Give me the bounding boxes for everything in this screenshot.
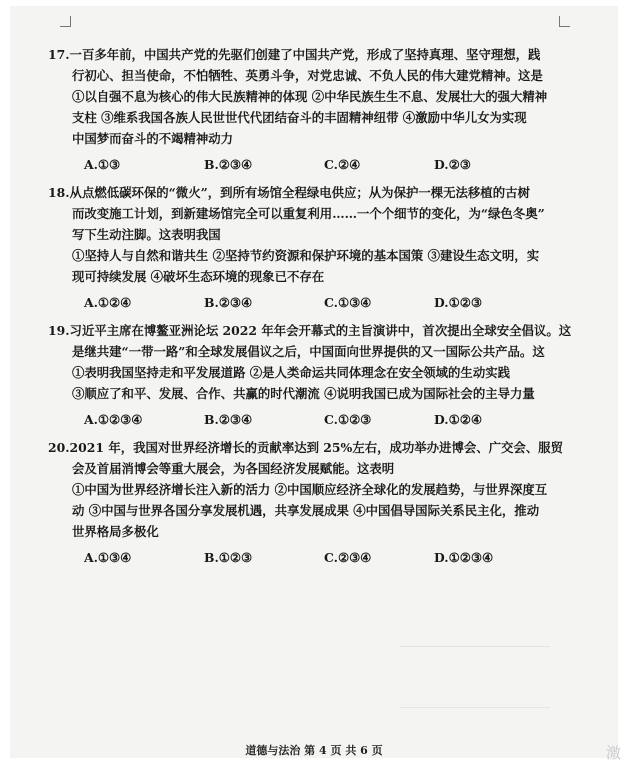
choice-b: B.②③④ bbox=[204, 412, 253, 427]
question-20 bbox=[48, 437, 608, 568]
stem-line: 17.一百多年前，中国共产党的先驱们创建了中国共产党，形成了坚持真理、坚守理想，践 bbox=[48, 47, 541, 62]
choice-b: B.②③④ bbox=[204, 295, 253, 310]
question-19 bbox=[48, 320, 608, 430]
question-17-choices bbox=[84, 154, 608, 175]
question-17 bbox=[48, 44, 608, 175]
stem-line: 会及首届消博会等重大展会，为各国经济发展赋能。这表明 bbox=[72, 461, 395, 476]
choice-d: D.①②④ bbox=[434, 412, 482, 427]
stem-line: 19.习近平主席在博鳌亚洲论坛 2022 年年会开幕式的主旨演讲中，首次提出全球安全倡议。这 bbox=[48, 323, 572, 338]
choice-b: B.①②③ bbox=[204, 550, 253, 565]
question-20-choices bbox=[84, 547, 608, 568]
question-17-options bbox=[48, 86, 608, 149]
crop-mark-top-right bbox=[559, 16, 570, 27]
option-line: 世界格局多极化 bbox=[72, 524, 159, 539]
choice-d: D.①②③ bbox=[434, 295, 482, 310]
option-line: ①中国为世界经济增长注入新的活力 ②中国顺应经济全球化的发展趋势，与世界深度互 bbox=[72, 482, 548, 497]
option-line: 现可持续发展 ④破坏生态环境的现象已不存在 bbox=[72, 269, 325, 284]
stem-line: 写下生动注脚。这表明我国 bbox=[72, 227, 221, 242]
question-19-options bbox=[48, 362, 608, 404]
choice-a: A.①②③④ bbox=[84, 412, 143, 427]
question-20-stem bbox=[48, 437, 608, 479]
option-line: 中国梦而奋斗的不竭精神动力 bbox=[72, 131, 234, 146]
option-line: ③顺应了和平、发展、合作、共赢的时代潮流 ④说明我国已成为国际社会的主导力量 bbox=[72, 386, 535, 401]
stem-line: 是继共建“一带一路”和全球发展倡议之后，中国面向世界提供的又一国际公共产品。这 bbox=[72, 344, 545, 359]
question-19-stem bbox=[48, 320, 608, 362]
stem-line: 20.2021 年，我国对世界经济增长的贡献率达到 25%左右，成功举办进博会、广交会、服贸 bbox=[48, 440, 563, 455]
question-18-choices bbox=[84, 292, 608, 313]
page-footer: 道德与法治 第 4 页 共 6 页 bbox=[245, 744, 383, 757]
choice-a: A.①③ bbox=[84, 157, 121, 172]
option-line: ①以自强不息为核心的伟大民族精神的体现 ②中华民族生生不息、发展壮大的强大精神 bbox=[72, 89, 548, 104]
question-list bbox=[48, 44, 608, 570]
choice-a: A.①③④ bbox=[84, 550, 132, 565]
show-through-lines bbox=[400, 646, 550, 708]
choice-c: C.②③④ bbox=[324, 550, 372, 565]
question-18-options bbox=[48, 245, 608, 287]
choice-d: D.②③ bbox=[434, 157, 471, 172]
stem-line: 行初心、担当使命，不怕牺牲、英勇斗争，对党忠诚、不负人民的伟大建党精神。这是 bbox=[72, 68, 543, 83]
option-line: 支柱 ③维系我国各族人民世世代代团结奋斗的丰固精神纽带 ④激励中华儿女为实现 bbox=[72, 110, 527, 125]
option-line: 动 ③中国与世界各国分享发展机遇，共享发展成果 ④中国倡导国际关系民主化，推动 bbox=[72, 503, 540, 518]
stem-line: 18.从点燃低碳环保的“微火”，到所有场馆全程绿电供应；从为保护一棵无法移植的古树 bbox=[48, 185, 530, 200]
watermark: 激 bbox=[605, 744, 621, 762]
choice-b: B.②③④ bbox=[204, 157, 253, 172]
question-18 bbox=[48, 182, 608, 313]
question-19-choices bbox=[84, 409, 608, 430]
option-line: ①坚持人与自然和谐共生 ②坚持节约资源和保护环境的基本国策 ③建设生态文明，实 bbox=[72, 248, 540, 263]
choice-a: A.①②④ bbox=[84, 295, 132, 310]
exam-page bbox=[10, 6, 618, 758]
stem-line: 而改变施工计划，到新建场馆完全可以重复利用……一个个细节的变化，为“绿色冬奥” bbox=[72, 206, 545, 221]
question-20-options bbox=[48, 479, 608, 542]
question-17-stem bbox=[48, 44, 608, 86]
choice-c: C.①②③ bbox=[324, 412, 372, 427]
choice-d: D.①②③④ bbox=[434, 550, 494, 565]
crop-mark-top-left bbox=[60, 16, 71, 27]
choice-c: C.①③④ bbox=[324, 295, 372, 310]
option-line: ①表明我国坚持走和平发展道路 ②是人类命运共同体理念在安全领域的生动实践 bbox=[72, 365, 510, 380]
choice-c: C.②④ bbox=[324, 157, 361, 172]
question-18-stem bbox=[48, 182, 608, 245]
